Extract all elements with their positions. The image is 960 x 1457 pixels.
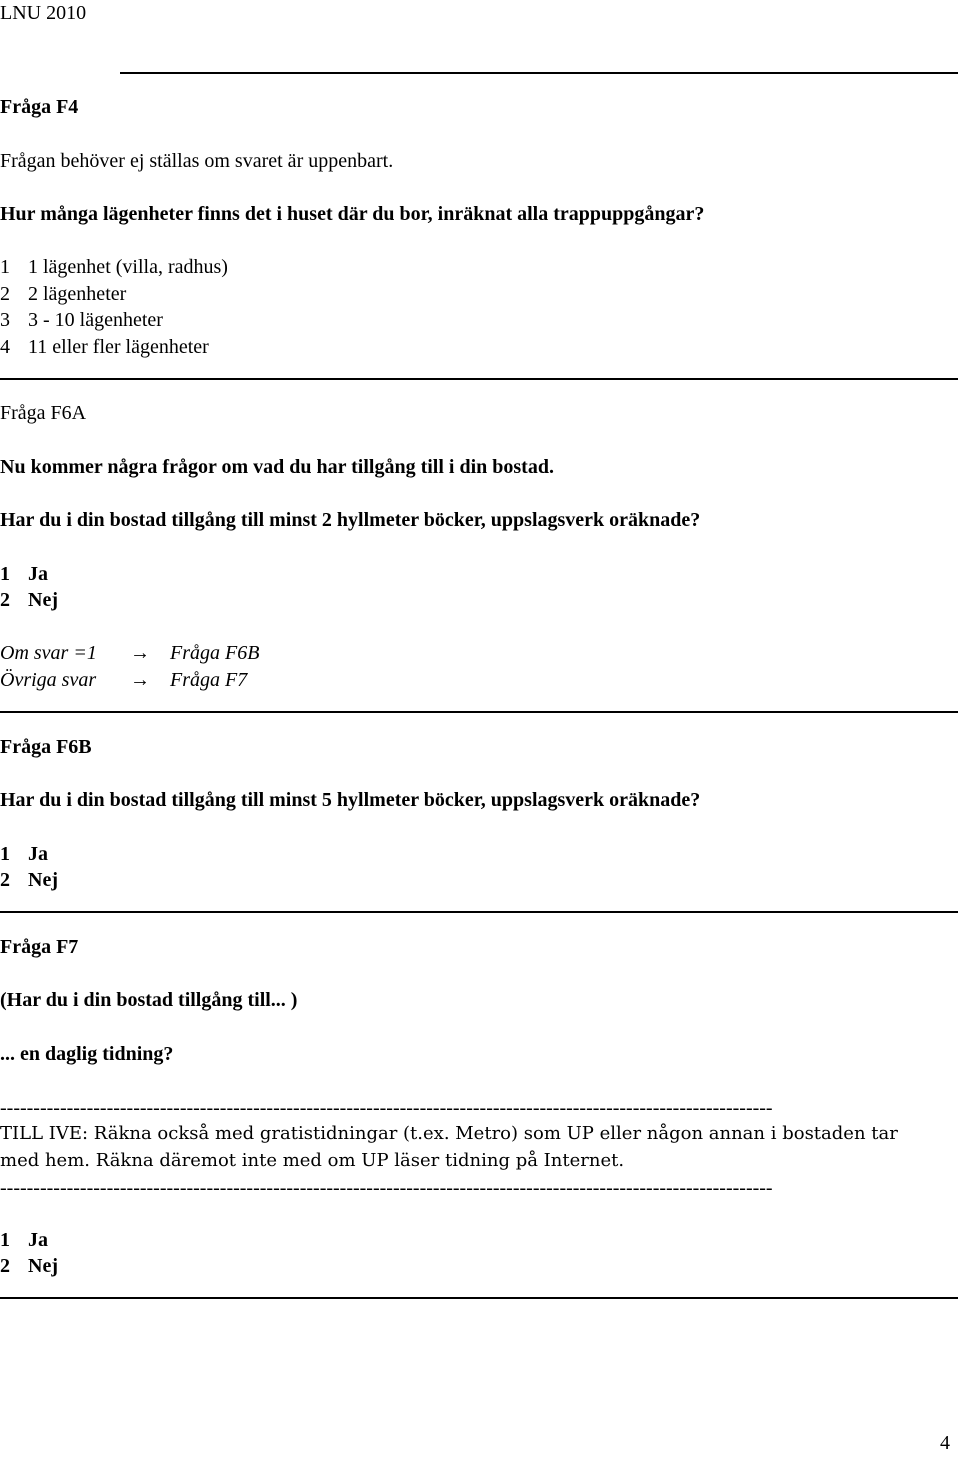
answer-option: 4 11 eller fler lägenheter <box>0 336 209 358</box>
answer-option: 2 Nej <box>0 869 58 891</box>
instruction-text: Frågan behöver ej ställas om svaret är uppenbart. <box>0 150 394 172</box>
question-heading-f6a: Fråga F6A <box>0 402 87 424</box>
arrow-right-icon: → <box>130 669 150 691</box>
intro-text-f6a: Nu kommer några frågor om vad du har tillgång till i din bostad. <box>0 456 554 478</box>
question-heading-f7: Fråga F7 <box>0 936 79 958</box>
divider <box>0 378 958 380</box>
routing-instruction: Om svar =1 → Fråga F6B <box>0 642 260 664</box>
answer-option: 3 3 - 10 lägenheter <box>0 309 163 331</box>
page-number: 4 <box>940 1432 950 1454</box>
question-text-f6a: Har du i din bostad tillgång till minst 2 hyllmeter böcker, uppslagsverk oräknade? <box>0 509 701 531</box>
question-item-f7: ... en daglig tidning? <box>0 1043 174 1065</box>
dashed-separator: -------------------------------------------------------------------------------------------------------------------- <box>0 1097 773 1119</box>
question-text-f6b: Har du i din bostad tillgång till minst 5 hyllmeter böcker, uppslagsverk oräknade? <box>0 789 701 811</box>
routing-instruction: Övriga svar → Fråga F7 <box>0 669 248 691</box>
answer-option: 2 Nej <box>0 1255 58 1277</box>
answer-option: 2 2 lägenheter <box>0 283 127 305</box>
divider <box>0 1297 958 1299</box>
question-stem-f7: (Har du i din bostad tillgång till... ) <box>0 989 298 1011</box>
dashed-separator: -------------------------------------------------------------------------------------------------------------------- <box>0 1177 773 1199</box>
question-text-f4: Hur många lägenheter finns det i huset där du bor, inräknat alla trappuppgångar? <box>0 203 705 225</box>
interviewer-note: TILL IVE: Räkna också med gratistidningar (t.ex. Metro) som UP eller någon annan i bostaden tar med hem. Räkna däremot inte med om UP läser tidning på Internet. <box>0 1123 898 1171</box>
question-heading-f4: Fråga F4 <box>0 96 79 118</box>
divider <box>120 72 958 74</box>
answer-option: 1 Ja <box>0 1229 48 1251</box>
question-heading-f6b: Fråga F6B <box>0 736 92 758</box>
page-header-title: LNU 2010 <box>0 2 87 24</box>
answer-option: 1 Ja <box>0 843 48 865</box>
answer-option: 1 Ja <box>0 563 48 585</box>
divider <box>0 911 958 913</box>
answer-option: 2 Nej <box>0 589 58 611</box>
arrow-right-icon: → <box>130 642 150 664</box>
divider <box>0 711 958 713</box>
answer-option: 1 1 lägenhet (villa, radhus) <box>0 256 228 278</box>
